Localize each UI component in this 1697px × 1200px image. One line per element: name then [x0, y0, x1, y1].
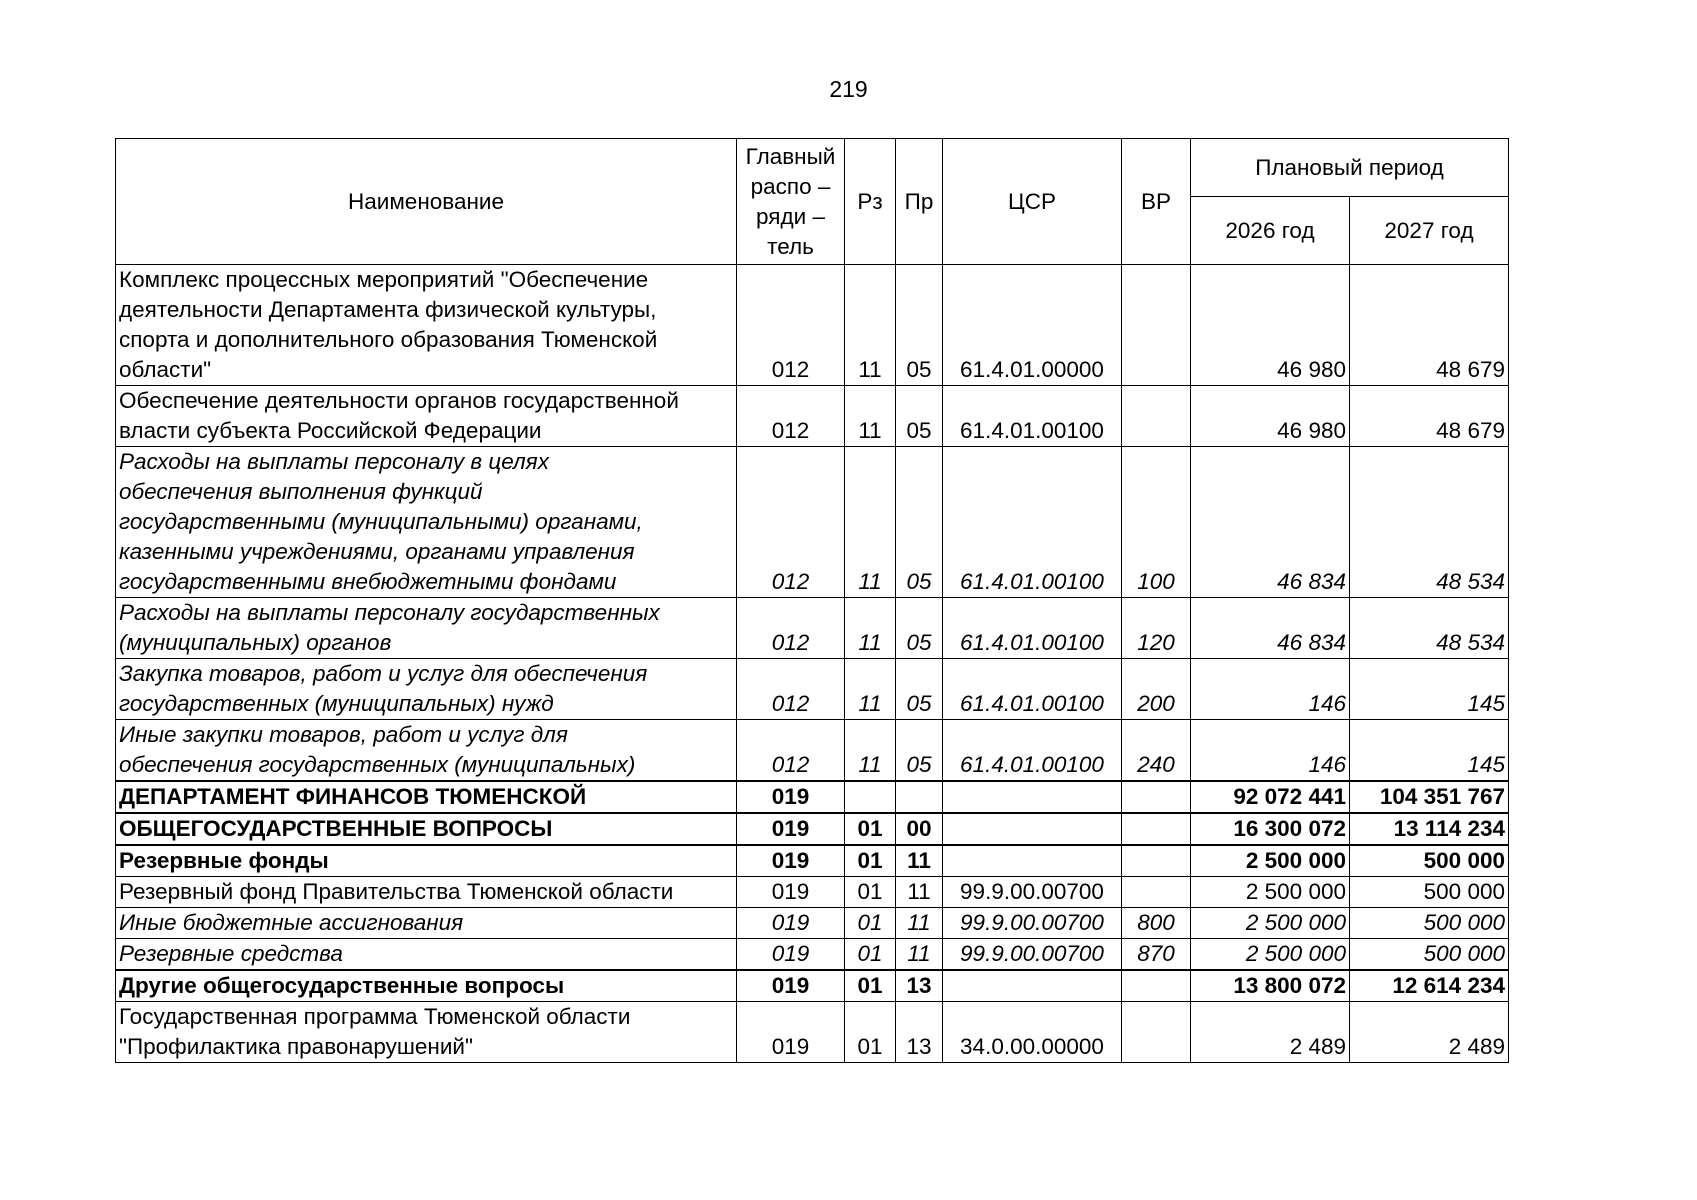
cell-glavny: 012	[737, 659, 845, 720]
cell-name-line: власти субъекта Российской Федерации	[119, 418, 542, 443]
cell-pr: 13	[896, 1002, 943, 1063]
cell-glavny: 012	[737, 447, 845, 598]
cell-csr: 99.9.00.00700	[943, 908, 1122, 939]
header-year-2027: 2027 год	[1350, 197, 1509, 265]
header-glavny-line: распо –	[750, 173, 831, 199]
table-header	[116, 139, 1509, 265]
cell-name	[116, 447, 737, 598]
cell-2027: 48 679	[1350, 386, 1509, 447]
cell-vr: 120	[1122, 598, 1191, 659]
cell-csr: 61.4.01.00000	[943, 265, 1122, 386]
cell-name-line: Закупка товаров, работ и услуг для обеспечения	[119, 661, 648, 686]
cell-rz: 01	[845, 908, 896, 939]
cell-vr	[1122, 781, 1191, 813]
cell-2026: 92 072 441	[1191, 781, 1350, 813]
cell-2026: 13 800 072	[1191, 970, 1350, 1002]
cell-name-line: "Профилактика правонарушений"	[119, 1034, 473, 1059]
cell-rz: 11	[845, 447, 896, 598]
cell-rz: 11	[845, 659, 896, 720]
cell-csr: 61.4.01.00100	[943, 720, 1122, 782]
header-glavny-line: Главный	[745, 143, 836, 169]
cell-name	[116, 720, 737, 782]
cell-rz: 11	[845, 598, 896, 659]
cell-rz: 01	[845, 1002, 896, 1063]
cell-name	[116, 265, 737, 386]
cell-name-line: государственных (муниципальных) нужд	[119, 691, 554, 716]
page-number: 219	[829, 76, 868, 102]
cell-2027: 145	[1350, 659, 1509, 720]
cell-name	[116, 908, 737, 939]
cell-glavny: 019	[737, 1002, 845, 1063]
cell-name-line: казенными учреждениями, органами управления	[119, 539, 635, 564]
cell-name	[116, 781, 737, 813]
cell-rz: 11	[845, 265, 896, 386]
cell-rz: 11	[845, 386, 896, 447]
cell-csr: 99.9.00.00700	[943, 877, 1122, 908]
cell-name-line: Другие общегосударственные вопросы	[119, 973, 565, 998]
cell-name-line: Резервный фонд Правительства Тюменской области	[119, 879, 674, 904]
cell-glavny: 019	[737, 908, 845, 939]
cell-vr	[1122, 845, 1191, 877]
cell-rz: 01	[845, 813, 896, 845]
cell-2027: 500 000	[1350, 939, 1509, 971]
cell-vr	[1122, 386, 1191, 447]
cell-rz: 01	[845, 970, 896, 1002]
cell-csr: 61.4.01.00100	[943, 659, 1122, 720]
table-row	[116, 598, 1509, 659]
cell-2026: 16 300 072	[1191, 813, 1350, 845]
cell-glavny: 019	[737, 970, 845, 1002]
cell-glavny: 019	[737, 877, 845, 908]
cell-pr: 05	[896, 659, 943, 720]
cell-2026: 2 500 000	[1191, 939, 1350, 971]
cell-name	[116, 1002, 737, 1063]
table-row	[116, 845, 1509, 877]
cell-vr	[1122, 877, 1191, 908]
cell-2026: 146	[1191, 720, 1350, 782]
cell-name	[116, 598, 737, 659]
table-row	[116, 970, 1509, 1002]
cell-name	[116, 659, 737, 720]
cell-vr	[1122, 265, 1191, 386]
cell-csr	[943, 970, 1122, 1002]
table-body	[116, 265, 1509, 1063]
header-vr: ВР	[1122, 139, 1191, 265]
cell-rz	[845, 781, 896, 813]
header-name: Наименование	[116, 139, 737, 265]
cell-pr: 11	[896, 845, 943, 877]
cell-name-line: государственными внебюджетными фондами	[119, 569, 617, 594]
cell-name-line: обеспечения выполнения функций	[119, 479, 483, 504]
cell-name-line: обеспечения государственных (муниципальных)	[119, 752, 636, 777]
cell-glavny: 012	[737, 386, 845, 447]
cell-glavny: 019	[737, 813, 845, 845]
cell-csr	[943, 845, 1122, 877]
cell-vr: 870	[1122, 939, 1191, 971]
header-pr: Пр	[896, 139, 943, 265]
cell-vr	[1122, 970, 1191, 1002]
cell-csr	[943, 781, 1122, 813]
cell-csr: 61.4.01.00100	[943, 386, 1122, 447]
header-glavny	[737, 139, 845, 265]
cell-name	[116, 970, 737, 1002]
cell-2027: 500 000	[1350, 877, 1509, 908]
cell-name	[116, 386, 737, 447]
cell-name-line: Расходы на выплаты персоналу государственных	[119, 600, 660, 625]
cell-vr: 100	[1122, 447, 1191, 598]
cell-csr: 34.0.00.00000	[943, 1002, 1122, 1063]
header-rz: Рз	[845, 139, 896, 265]
table-row	[116, 1002, 1509, 1063]
cell-2027: 48 679	[1350, 265, 1509, 386]
cell-name	[116, 845, 737, 877]
cell-name-line: Резервные средства	[119, 941, 343, 966]
header-glavny-line: ряди –	[756, 203, 825, 229]
cell-name-line: Государственная программа Тюменской области	[119, 1004, 631, 1029]
cell-csr	[943, 813, 1122, 845]
cell-glavny: 019	[737, 939, 845, 971]
cell-pr: 05	[896, 598, 943, 659]
cell-pr: 05	[896, 386, 943, 447]
table-row	[116, 939, 1509, 971]
cell-2027: 500 000	[1350, 908, 1509, 939]
cell-vr	[1122, 1002, 1191, 1063]
table-row	[116, 265, 1509, 386]
header-plan-period: Плановый период	[1191, 139, 1509, 197]
cell-name-line: Иные закупки товаров, работ и услуг для	[119, 722, 568, 747]
cell-2027: 145	[1350, 720, 1509, 782]
cell-name-line: (муниципальных) органов	[119, 630, 392, 655]
table-row	[116, 447, 1509, 598]
cell-2026: 46 980	[1191, 265, 1350, 386]
cell-name	[116, 939, 737, 971]
cell-name-line: ДЕПАРТАМЕНТ ФИНАНСОВ ТЮМЕНСКОЙ	[119, 784, 587, 809]
cell-rz: 01	[845, 877, 896, 908]
cell-glavny: 019	[737, 781, 845, 813]
cell-2026: 2 500 000	[1191, 908, 1350, 939]
cell-pr: 11	[896, 877, 943, 908]
cell-2027: 13 114 234	[1350, 813, 1509, 845]
cell-2026: 46 980	[1191, 386, 1350, 447]
cell-vr: 240	[1122, 720, 1191, 782]
header-year-2026: 2026 год	[1191, 197, 1350, 265]
cell-name	[116, 813, 737, 845]
cell-2027: 12 614 234	[1350, 970, 1509, 1002]
cell-vr: 800	[1122, 908, 1191, 939]
cell-glavny: 012	[737, 720, 845, 782]
budget-table	[115, 138, 1509, 1063]
cell-pr: 05	[896, 720, 943, 782]
cell-2026: 46 834	[1191, 447, 1350, 598]
cell-rz: 01	[845, 939, 896, 971]
table-row	[116, 720, 1509, 782]
table-row	[116, 781, 1509, 813]
cell-rz: 11	[845, 720, 896, 782]
table-row	[116, 386, 1509, 447]
cell-csr: 61.4.01.00100	[943, 447, 1122, 598]
cell-name-line: Иные бюджетные ассигнования	[119, 910, 464, 935]
cell-2027: 48 534	[1350, 598, 1509, 659]
table-row	[116, 659, 1509, 720]
cell-pr: 11	[896, 939, 943, 971]
cell-name-line: государственными (муниципальными) органами,	[119, 509, 643, 534]
cell-2026: 2 500 000	[1191, 877, 1350, 908]
cell-name-line: ОБЩЕГОСУДАРСТВЕННЫЕ ВОПРОСЫ	[119, 816, 553, 841]
cell-pr	[896, 781, 943, 813]
cell-2026: 2 500 000	[1191, 845, 1350, 877]
cell-glavny: 019	[737, 845, 845, 877]
cell-2026: 2 489	[1191, 1002, 1350, 1063]
cell-csr: 99.9.00.00700	[943, 939, 1122, 971]
cell-2027: 500 000	[1350, 845, 1509, 877]
cell-vr	[1122, 813, 1191, 845]
cell-glavny: 012	[737, 598, 845, 659]
cell-rz: 01	[845, 845, 896, 877]
cell-name-line: Резервные фонды	[119, 848, 329, 873]
cell-name-line: спорта и дополнительного образования Тюменской	[119, 327, 658, 352]
cell-pr: 00	[896, 813, 943, 845]
cell-name	[116, 877, 737, 908]
cell-glavny: 012	[737, 265, 845, 386]
cell-pr: 05	[896, 447, 943, 598]
cell-pr: 11	[896, 908, 943, 939]
header-csr: ЦСР	[943, 139, 1122, 265]
table-row	[116, 908, 1509, 939]
cell-name-line: Расходы на выплаты персоналу в целях	[119, 449, 549, 474]
header-glavny-line: тель	[767, 233, 814, 259]
cell-name-line: Комплекс процессных мероприятий "Обеспечение	[119, 267, 649, 292]
cell-name-line: деятельности Департамента физической культуры,	[119, 297, 657, 322]
cell-pr: 13	[896, 970, 943, 1002]
table-row	[116, 813, 1509, 845]
cell-vr: 200	[1122, 659, 1191, 720]
cell-2026: 46 834	[1191, 598, 1350, 659]
cell-pr: 05	[896, 265, 943, 386]
cell-2027: 104 351 767	[1350, 781, 1509, 813]
cell-name-line: Обеспечение деятельности органов государственной	[119, 388, 679, 413]
table-row	[116, 877, 1509, 908]
cell-2026: 146	[1191, 659, 1350, 720]
cell-name-line: области"	[119, 357, 212, 382]
cell-2027: 48 534	[1350, 447, 1509, 598]
cell-csr: 61.4.01.00100	[943, 598, 1122, 659]
cell-2027: 2 489	[1350, 1002, 1509, 1063]
